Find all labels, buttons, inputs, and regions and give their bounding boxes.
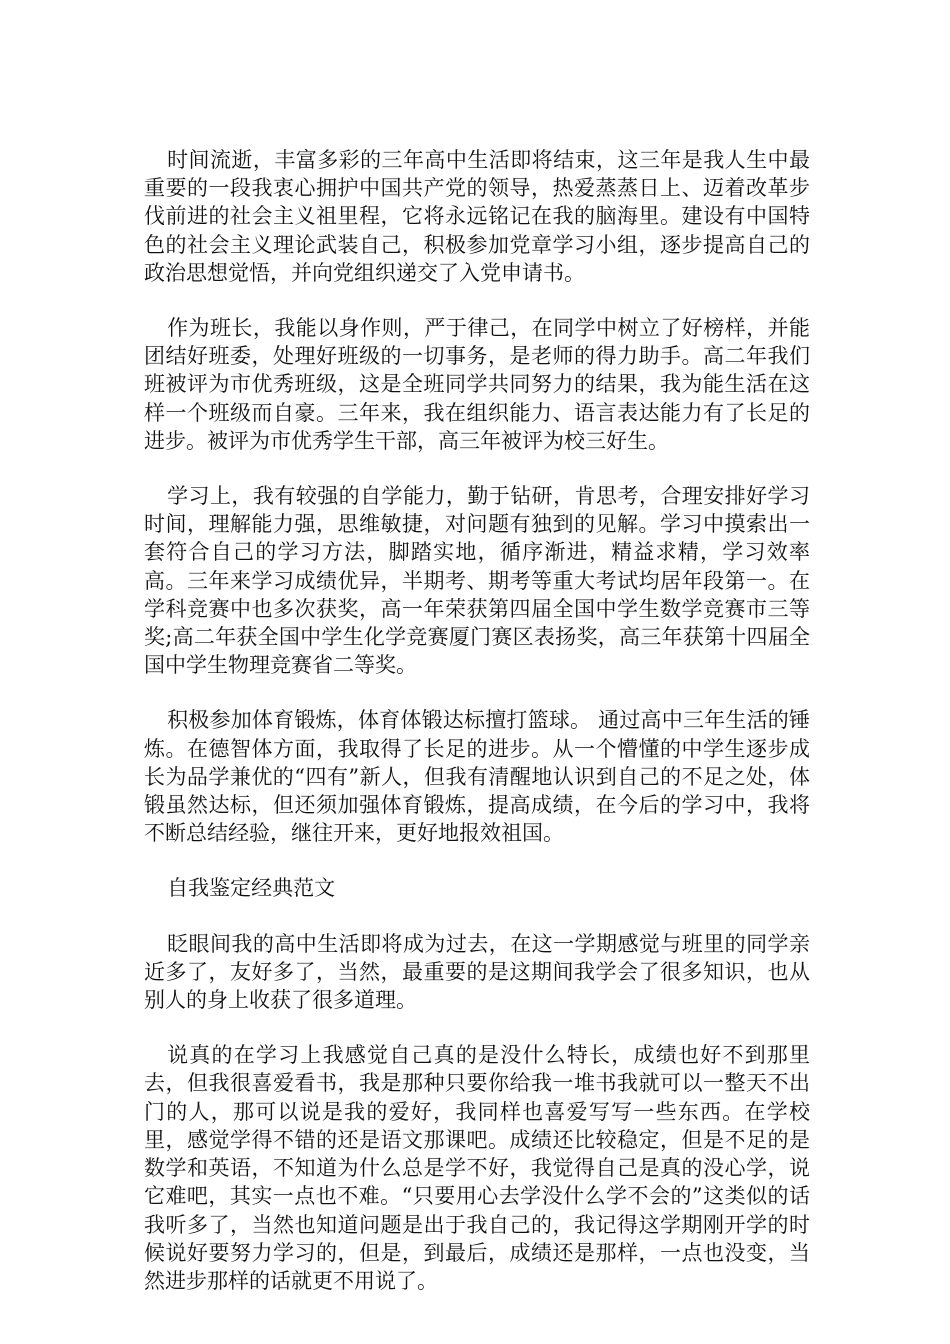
section-title: 自我鉴定经典范文 — [167, 876, 336, 901]
paragraph-6: 说真的在学习上我感觉自己真的是没什么特长，成绩也好不到那里去，但我很喜爱看书，我是那种只要你给我一堆书我就可以一整天不出门的人，那可以说是我的爱好，我同样也喜爱写写一些东西。在学校里，感觉学得不错的还是语文那课吧。成绩还比较稳定，但是不足的是数学和英语，不知道为什么总是学不好，我觉得自己是真的没心学，说它难吧，其实一点也不难。“只要用心去学没什么学不会的”这类似的话我听多了，当然也知道问题是出于我自己的，我记得这学期刚开学的时候说好要努力学习的，但是，到最后，成绩还是那样，一点也没变，当然进步那样的话就更不用说了。 — [144, 1043, 810, 1293]
paragraph-1: 时间流逝，丰富多彩的三年高中生活即将结束，这三年是我人生中最重要的一段我衷心拥护中国共产党的领导，热爱蒸蒸日上、迈着改革步伐前进的社会主义祖里程，它将永远铭记在我的脑海里。建设有中国特色的社会主义理论武装自己，积极参加党章学习小组，逐步提高自己的政治思想觉悟，并向党组织递交了入党申请书。 — [144, 148, 810, 285]
paragraph-4: 积极参加体育锻炼，体育体锻达标擅打篮球。 通过高中三年生活的锤炼。在德智体方面，我取得了长足的进步。从一个懵懂的中学生逐步成长为品学兼优的“四有”新人，但我有清醒地认识到自己的不足之处，体锻虽然达标，但还须加强体育锻炼，提高成绩，在今后的学习中，我将不断总结经验，继往开来，更好地报效祖国。 — [144, 708, 810, 846]
paragraph-2: 作为班长，我能以身作则，严于律己，在同学中树立了好榜样，并能团结好班委，处理好班级的一切事务，是老师的得力助手。高二年我们班被评为市优秀班级，这是全班同学共同努力的结果，我为能生活在这样一个班级而自豪。三年来，我在组织能力、语言表达能力有了长足的进步。被评为市优秀学生干部，高三年被评为校三好生。 — [144, 316, 810, 453]
paragraph-5: 眨眼间我的高中生活即将成为过去，在这一学期感觉与班里的同学亲近多了，友好多了，当然，最重要的是这期间我学会了很多知识，也从别人的身上收获了很多道理。 — [144, 931, 810, 1013]
document-body — [144, 146, 810, 1322]
paragraph-3: 学习上，我有较强的自学能力，勤于钻研，肯思考，合理安排好学习时间，理解能力强，思维敏捷，对问题有独到的见解。学习中摸索出一套符合自己的学习方法，脚踏实地，循序渐进，精益求精，学习效率高。三年来学习成绩优异，半期考、期考等重大考试均居年段第一。在学科竞赛中也多次获奖，高一年荣获第四届全国中学生数学竞赛市三等奖;高二年获全国中学生化学竞赛厦门赛区表扬奖，高三年获第十四届全国中学生物理竞赛省二等奖。 — [144, 484, 810, 678]
